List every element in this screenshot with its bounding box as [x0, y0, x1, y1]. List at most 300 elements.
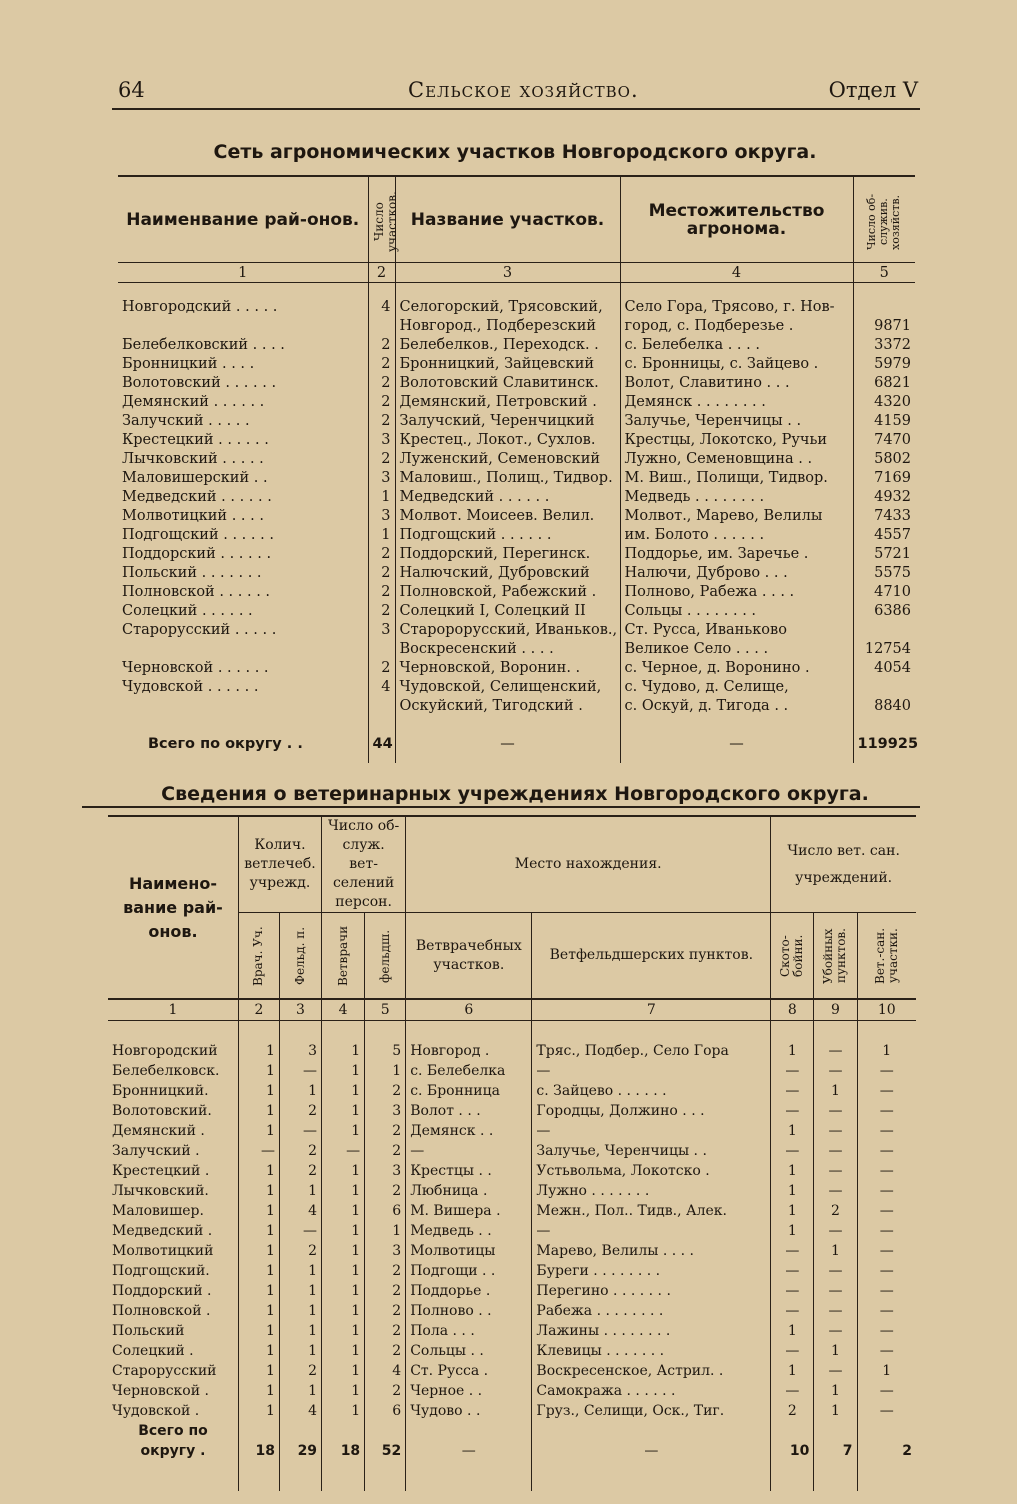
feldsher-location: —: [532, 1061, 771, 1081]
vet-sections-count: 1: [238, 1281, 279, 1301]
table-row: [108, 1261, 916, 1281]
veterinarians-count: 1: [322, 1121, 365, 1141]
cattle-count: —: [771, 1241, 814, 1261]
header-san: Число вет. сан. учреждений.: [771, 816, 916, 913]
vet-location: Медведь . .: [406, 1221, 532, 1241]
vetsan-count: —: [857, 1221, 916, 1241]
veterinarians-count: 1: [322, 1401, 365, 1421]
vet-sections-count: 1: [238, 1161, 279, 1181]
vet-location: Чудово . .: [406, 1401, 532, 1421]
table-row: [118, 582, 915, 601]
farms-served: 5575: [853, 563, 915, 582]
district-name: Солецкий .: [112, 1343, 194, 1359]
section-count: 2: [368, 411, 395, 430]
cattle-count: —: [771, 1261, 814, 1281]
district-name: Лычковский . . . . .: [122, 451, 264, 467]
slaughter-count: —: [814, 1281, 857, 1301]
feldshers-count: 2: [365, 1341, 406, 1361]
total-farms: 119925: [853, 734, 915, 753]
col-number: 7: [532, 999, 771, 1021]
slaughter-count: 1: [814, 1401, 857, 1421]
section-names: Подгощский . . . . . .: [395, 525, 620, 544]
district-name: Лычковский.: [112, 1183, 209, 1199]
total-count: 44: [368, 734, 395, 753]
vet-sections-count: 1: [238, 1361, 279, 1381]
farms-served: 4710: [853, 582, 915, 601]
vetsan-count: —: [857, 1401, 916, 1421]
veterinarians-count: 1: [322, 1061, 365, 1081]
cattle-count: 2: [771, 1401, 814, 1421]
district-name: Залучский .: [112, 1143, 200, 1159]
header-institutions: Колич. ветлечеб. учрежд.: [238, 816, 321, 913]
feldsher-location: Устьвольма, Локотско .: [532, 1161, 771, 1181]
vet-location: Молвотицы: [406, 1241, 532, 1261]
district-name: Чудовской .: [112, 1403, 200, 1419]
veterinarians-count: 1: [322, 1341, 365, 1361]
feldsher-location: Тряс., Подбер., Село Гора: [532, 1041, 771, 1061]
cattle-count: 1: [771, 1361, 814, 1381]
table-row: [108, 1161, 916, 1181]
vet-location: Демянск . .: [406, 1121, 532, 1141]
section-names: Черновской, Воронин. .: [395, 658, 620, 677]
slaughter-count: 1: [814, 1341, 857, 1361]
table-row: [118, 563, 915, 582]
vetsan-count: —: [857, 1121, 916, 1141]
vetsan-count: —: [857, 1381, 916, 1401]
section-names: Полновской, Рабежский .: [395, 582, 620, 601]
col-number: 4: [322, 999, 365, 1021]
veterinarians-count: 1: [322, 1161, 365, 1181]
veterinary-table: [108, 815, 916, 1491]
veterinary-table-body: [108, 1021, 916, 1422]
header-cattle: Ското-бойни.: [778, 934, 806, 977]
vet-location: Подгощи . .: [406, 1261, 532, 1281]
district-name: Полновской . . . . . .: [122, 584, 271, 600]
header-feldshers: фельдш.: [377, 929, 392, 983]
vetsan-count: —: [857, 1101, 916, 1121]
vet-sections-count: 1: [238, 1301, 279, 1321]
header-vet-locations: Ветврачебных участков.: [406, 913, 532, 1000]
vet-sections-count: 1: [238, 1081, 279, 1101]
col-number: 10: [857, 999, 916, 1021]
vet-sections-count: 1: [238, 1201, 279, 1221]
farms-served: 4054: [853, 658, 915, 677]
veterinarians-count: 1: [322, 1101, 365, 1121]
agronomist-residence: с. Белебелка . . . .: [620, 335, 853, 354]
feldshers-count: 5: [365, 1041, 406, 1061]
table-row: [108, 1361, 916, 1381]
vet-location: Волот . . .: [406, 1101, 532, 1121]
section-names: Молвот. Моисеев. Велил.: [395, 506, 620, 525]
table-row: [118, 316, 915, 335]
district-name: Медведский .: [112, 1223, 213, 1239]
district-name: Польский: [112, 1323, 185, 1339]
slaughter-count: —: [814, 1101, 857, 1121]
vet-sections-count: 1: [238, 1121, 279, 1141]
veterinarians-count: 1: [322, 1321, 365, 1341]
feldsher-location: Залучье, Черенчицы . .: [532, 1141, 771, 1161]
total-row: [108, 1421, 916, 1441]
feldsher-location: Клевицы . . . . . . .: [532, 1341, 771, 1361]
district-name: Полновской .: [112, 1303, 211, 1319]
total-value: 29: [279, 1441, 321, 1461]
vetsan-count: —: [857, 1081, 916, 1101]
veterinarians-count: 1: [322, 1081, 365, 1101]
feldshers-count: 2: [365, 1281, 406, 1301]
col-number: 2: [368, 263, 395, 283]
district-name: Крестецкий .: [112, 1163, 210, 1179]
table-row: [108, 1401, 916, 1421]
vetsan-count: 1: [857, 1041, 916, 1061]
page-header: [118, 78, 918, 108]
feldsher-points-count: 4: [279, 1401, 321, 1421]
total-label: Всего по округу . .: [148, 736, 303, 752]
total-value: —: [406, 1441, 532, 1461]
feldsher-location: Груз., Селищи, Оск., Тиг.: [532, 1401, 771, 1421]
table-row: [108, 1321, 916, 1341]
veterinarians-count: 1: [322, 1301, 365, 1321]
farms-served: 4557: [853, 525, 915, 544]
total-value: 10: [771, 1441, 814, 1461]
cattle-count: —: [771, 1341, 814, 1361]
slaughter-count: —: [814, 1221, 857, 1241]
slaughter-count: —: [814, 1261, 857, 1281]
slaughter-count: —: [814, 1321, 857, 1341]
feldshers-count: 2: [365, 1081, 406, 1101]
table-row: [118, 639, 915, 658]
vet-location: Полново . .: [406, 1301, 532, 1321]
vet-location: с. Белебелка: [406, 1061, 532, 1081]
district-name: Новгородский . . . . .: [122, 299, 278, 315]
feldshers-count: 3: [365, 1241, 406, 1261]
header-names: Название участков.: [395, 176, 620, 263]
section-names: Солецкий I, Солецкий II: [395, 601, 620, 620]
slaughter-count: —: [814, 1301, 857, 1321]
cattle-count: —: [771, 1061, 814, 1081]
section-count: 2: [368, 582, 395, 601]
table-row: [108, 1281, 916, 1301]
section-count: [368, 696, 395, 715]
table-row: [118, 392, 915, 411]
veterinarians-count: 1: [322, 1361, 365, 1381]
agronomist-residence: Ст. Русса, Иваньково: [620, 620, 853, 639]
feldshers-count: 6: [365, 1401, 406, 1421]
cattle-count: —: [771, 1081, 814, 1101]
vet-sections-count: 1: [238, 1061, 279, 1081]
district-name: Черновской .: [112, 1383, 209, 1399]
table1-title: Сеть агрономических участков Новгородского округа.: [213, 141, 817, 163]
district-name: Подгощский . . . . . .: [122, 527, 274, 543]
feldsher-location: с. Зайцево . . . . . .: [532, 1081, 771, 1101]
section-names: Старорорусский, Иваньков.,: [395, 620, 620, 639]
table-row: [118, 487, 915, 506]
cattle-count: 1: [771, 1321, 814, 1341]
header-persons: Число об-служ. вет-селений персон.: [322, 816, 406, 913]
section-names: Маловиш., Полищ., Тидвор.: [395, 468, 620, 487]
slaughter-count: —: [814, 1181, 857, 1201]
agronomist-residence: Крестцы, Локотско, Ручьи: [620, 430, 853, 449]
veterinarians-count: 1: [322, 1221, 365, 1241]
table-row: [108, 1201, 916, 1221]
veterinarians-count: 1: [322, 1181, 365, 1201]
district-name: Поддорский .: [112, 1283, 212, 1299]
table-row: [108, 1041, 916, 1061]
agronomist-residence: Медведь . . . . . . . .: [620, 487, 853, 506]
section-count: 1: [368, 487, 395, 506]
table-row: [108, 1381, 916, 1401]
slaughter-count: 1: [814, 1381, 857, 1401]
section-names: Демянский, Петровский .: [395, 392, 620, 411]
total-value: 18: [238, 1441, 279, 1461]
agronomy-table: [118, 175, 919, 763]
table-row: [118, 297, 915, 316]
district-name: Белебелковский . . . .: [122, 337, 285, 353]
col-number: 1: [238, 265, 248, 281]
district-name: Польский . . . . . . .: [122, 565, 262, 581]
feldsher-points-count: 2: [279, 1141, 321, 1161]
slaughter-count: 1: [814, 1081, 857, 1101]
veterinarians-count: 1: [322, 1041, 365, 1061]
district-name: Молвотицкий: [112, 1243, 214, 1259]
veterinarians-count: 1: [322, 1381, 365, 1401]
feldshers-count: 2: [365, 1301, 406, 1321]
vetsan-count: —: [857, 1301, 916, 1321]
header-district: Наименвание рай-онов.: [126, 209, 360, 230]
header-rule: [112, 108, 920, 110]
feldshers-count: 6: [365, 1201, 406, 1221]
feldsher-points-count: 2: [279, 1161, 321, 1181]
vet-sections-count: 1: [238, 1101, 279, 1121]
farms-served: 6821: [853, 373, 915, 392]
district-name: Новгородский: [112, 1043, 218, 1059]
section-count: 3: [368, 620, 395, 639]
feldsher-location: Рабежа . . . . . . . .: [532, 1301, 771, 1321]
section-names: Медведский . . . . . .: [395, 487, 620, 506]
total-residence: —: [620, 734, 853, 753]
total-label: округу .: [140, 1443, 206, 1459]
district-name: Волотовский.: [112, 1103, 212, 1119]
section-names: Поддорский, Перегинск.: [395, 544, 620, 563]
feldsher-points-count: 1: [279, 1321, 321, 1341]
slaughter-count: —: [814, 1141, 857, 1161]
district-name: Волотовский . . . . . .: [122, 375, 277, 391]
feldsher-points-count: —: [279, 1061, 321, 1081]
agronomist-residence: город, с. Подберезье .: [620, 316, 853, 335]
section-names: Крестец., Локот., Сухлов.: [395, 430, 620, 449]
veterinarians-count: 1: [322, 1241, 365, 1261]
farms-served: 4932: [853, 487, 915, 506]
feldsher-location: —: [532, 1221, 771, 1241]
agronomy-table-body: [118, 283, 915, 716]
district-name: Крестецкий . . . . . .: [122, 432, 269, 448]
agronomist-residence: Демянск . . . . . . . .: [620, 392, 853, 411]
feldsher-location: Буреги . . . . . . . .: [532, 1261, 771, 1281]
slaughter-count: 1: [814, 1241, 857, 1261]
feldshers-count: 2: [365, 1381, 406, 1401]
district-name: Поддорский . . . . . .: [122, 546, 272, 562]
vetsan-count: —: [857, 1141, 916, 1161]
table-row: [118, 449, 915, 468]
total-value: 18: [322, 1441, 365, 1461]
farms-served: [853, 677, 915, 696]
feldshers-count: 2: [365, 1261, 406, 1281]
table-row: [118, 506, 915, 525]
agronomist-residence: Налючи, Дуброво . . .: [620, 563, 853, 582]
feldsher-points-count: 1: [279, 1081, 321, 1101]
agronomist-residence: Село Гора, Трясово, г. Нов-: [620, 297, 853, 316]
slaughter-count: 2: [814, 1201, 857, 1221]
section-count: 2: [368, 658, 395, 677]
district-name: Маловишер.: [112, 1203, 204, 1219]
feldsher-points-count: 2: [279, 1101, 321, 1121]
vet-sections-count: —: [238, 1141, 279, 1161]
farms-served: 5802: [853, 449, 915, 468]
cattle-count: —: [771, 1381, 814, 1401]
header-vetsan: Вет.-сан. участки.: [872, 927, 900, 984]
district-name: Демянский . . . . . .: [122, 394, 265, 410]
vet-sections-count: 1: [238, 1321, 279, 1341]
farms-served: 3372: [853, 335, 915, 354]
feldshers-count: 2: [365, 1121, 406, 1141]
column-numbers-row: [108, 999, 916, 1021]
col-number: 4: [620, 263, 853, 283]
vetsan-count: —: [857, 1241, 916, 1261]
header-slaughter: Убойных пунктов.: [821, 927, 849, 984]
vetsan-count: —: [857, 1061, 916, 1081]
vet-sections-count: 1: [238, 1241, 279, 1261]
section-label: Отдел V: [828, 78, 918, 102]
section-names: Чудовской, Селищенский,: [395, 677, 620, 696]
col-number: 5: [853, 263, 915, 283]
agronomist-residence: Залучье, Черенчицы . .: [620, 411, 853, 430]
farms-served: [853, 297, 915, 316]
farms-served: 5979: [853, 354, 915, 373]
farms-served: 6386: [853, 601, 915, 620]
header-farms: Число об-служив. хозяйств.: [865, 193, 903, 251]
section-count: 2: [368, 544, 395, 563]
agronomist-residence: М. Виш., Полищи, Тидвор.: [620, 468, 853, 487]
table-row: [108, 1101, 916, 1121]
table-row: [108, 1061, 916, 1081]
feldshers-count: 2: [365, 1181, 406, 1201]
section-count: [368, 316, 395, 335]
section-count: 2: [368, 392, 395, 411]
vet-location: М. Вишера .: [406, 1201, 532, 1221]
vet-location: Крестцы . .: [406, 1161, 532, 1181]
cattle-count: —: [771, 1101, 814, 1121]
col-number: 9: [814, 999, 857, 1021]
farms-served: 5721: [853, 544, 915, 563]
agronomist-residence: Полново, Рабежа . . . .: [620, 582, 853, 601]
table-row: [118, 696, 915, 715]
table-row: [108, 1141, 916, 1161]
total-row: [118, 734, 915, 753]
vet-sections-count: 1: [238, 1221, 279, 1241]
cattle-count: 1: [771, 1201, 814, 1221]
agronomist-residence: с. Бронницы, с. Зайцево .: [620, 354, 853, 373]
header-district: Наимено-вание рай-онов.: [123, 873, 223, 941]
section-names: Налючский, Дубровский: [395, 563, 620, 582]
veterinarians-count: 1: [322, 1261, 365, 1281]
vetsan-count: —: [857, 1161, 916, 1181]
cattle-count: 1: [771, 1161, 814, 1181]
header-location: Место нахождения.: [406, 816, 771, 913]
agronomist-residence: Молвот., Марево, Велилы: [620, 506, 853, 525]
section-count: 2: [368, 601, 395, 620]
col-number: 8: [771, 999, 814, 1021]
feldshers-count: 2: [365, 1321, 406, 1341]
farms-served: 4320: [853, 392, 915, 411]
table-row: [118, 658, 915, 677]
chapter-title: Сельское хозяйство.: [408, 78, 639, 102]
district-name: Молвотицкий . . . .: [122, 508, 264, 524]
district-name: Солецкий . . . . . .: [122, 603, 253, 619]
cattle-count: 1: [771, 1041, 814, 1061]
page-number: 64: [118, 78, 145, 102]
agronomist-residence: Лужно, Семеновщина . .: [620, 449, 853, 468]
slaughter-count: —: [814, 1121, 857, 1141]
vet-sections-count: 1: [238, 1381, 279, 1401]
table-row: [118, 468, 915, 487]
header-residence: Местожительство агронома.: [620, 176, 853, 263]
vet-sections-count: 1: [238, 1041, 279, 1061]
feldshers-count: 2: [365, 1141, 406, 1161]
feldsher-points-count: 1: [279, 1301, 321, 1321]
feldsher-points-count: 1: [279, 1181, 321, 1201]
section-count: 3: [368, 468, 395, 487]
farms-served: 12754: [853, 639, 915, 658]
table-row: [118, 601, 915, 620]
table-row: [118, 620, 915, 639]
slaughter-count: —: [814, 1041, 857, 1061]
district-name: Демянский .: [112, 1123, 205, 1139]
cattle-count: 1: [771, 1221, 814, 1241]
farms-served: 7433: [853, 506, 915, 525]
agronomist-residence: Сольцы . . . . . . . .: [620, 601, 853, 620]
col-number: 5: [365, 999, 406, 1021]
section-count: [368, 639, 395, 658]
total-value: —: [532, 1441, 771, 1461]
vet-sections-count: 1: [238, 1401, 279, 1421]
agronomist-residence: Поддорье, им. Заречье .: [620, 544, 853, 563]
farms-served: 9871: [853, 316, 915, 335]
table-row: [118, 373, 915, 392]
column-numbers-row: [118, 263, 915, 283]
col-number: 6: [406, 999, 532, 1021]
section-count: 2: [368, 373, 395, 392]
vetsan-count: —: [857, 1181, 916, 1201]
feldsher-location: Лужно . . . . . . .: [532, 1181, 771, 1201]
table-row: [108, 1121, 916, 1141]
feldsher-location: Городцы, Должино . . .: [532, 1101, 771, 1121]
vet-sections-count: 1: [238, 1181, 279, 1201]
veterinarians-count: 1: [322, 1281, 365, 1301]
slaughter-count: —: [814, 1161, 857, 1181]
total-row: [108, 1441, 916, 1461]
district-name: Подгощский.: [112, 1263, 210, 1279]
feldsher-location: Марево, Велилы . . . .: [532, 1241, 771, 1261]
header-count: Число участков.: [371, 191, 399, 253]
vet-location: —: [406, 1141, 532, 1161]
farms-served: 4159: [853, 411, 915, 430]
table-row: [108, 1181, 916, 1201]
district-name: [118, 639, 368, 658]
table-row: [118, 430, 915, 449]
feldsher-points-count: 1: [279, 1381, 321, 1401]
feldsher-points-count: 3: [279, 1041, 321, 1061]
table-row: [118, 335, 915, 354]
vetsan-count: —: [857, 1281, 916, 1301]
